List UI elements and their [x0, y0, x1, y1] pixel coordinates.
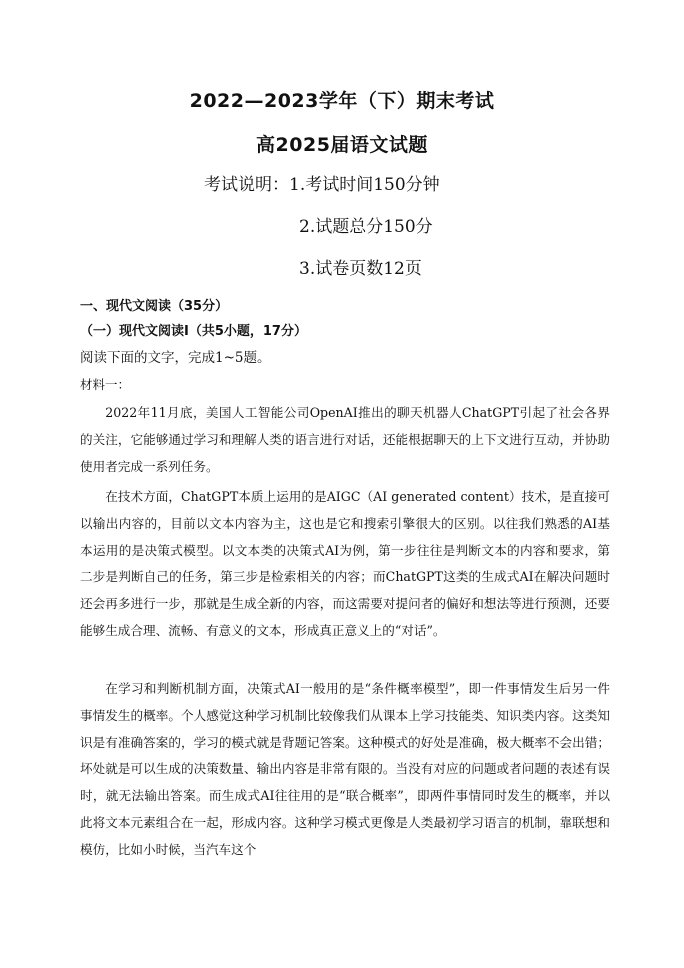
paragraph: 在技术方面，ChatGPT本质上运用的是AIGC（AI generated content）技术，是直接可以输出内容的，目前以文本内容为主，这也是它和搜索引擎很大的区别。以往我们熟悉的AI基本运用的是决策式模型。以文本类的决策式AI为例，第一步往往是判断文本的内容和要求，第二步是判断自己的任务，第三步是检索相关的内容；而ChatGPT这类的生成式AI在解决问题时还会再多进行一步，那就是生成全新的内容，而这需要对提问者的偏好和想法等进行预测，还要能够生成合理、流畅、有意义的文本，形成真正意义上的“对话”。	[80, 489, 610, 638]
material-label: 材料一：	[80, 377, 131, 392]
paragraph: 在学习和判断机制方面，决策式AI一般用的是“条件概率模型”，即一件事情发生后另一件事情发生的概率。个人感觉这种学习机制比较像我们从课本上学习技能类、知识类内容。这类知识是有准确答案的，学习的模式就是背题记答案。这种模式的好处是准确，极大概率不会出错；坏处就是可以生成的决策数量、输出内容是非常有限的。当没有对应的问题或者问题的表述有误时，就无法输出答案。而生成式AI往往用的是“联合概率”，即两件事情同时发生的概率，并以此将文本元素组合在一起，形成内容。这种学习模式更像是人类最初学习语言的机制，靠联想和模仿，比如小时候，当汽车这个	[80, 681, 610, 857]
exam-note-time: 考试说明：1.考试时间150分钟	[204, 175, 440, 195]
reading-instruction: 阅读下面的文字，完成1~5题。	[80, 350, 271, 366]
subsection-heading: （一）现代文阅读Ⅰ（共5小题，17分）	[80, 324, 307, 339]
section-heading: 一、现代文阅读（35分）	[80, 299, 229, 314]
paragraph: 2022年11月底，美国人工智能公司OpenAI推出的聊天机器人ChatGPT引起了社会各界的关注，它能够通过学习和理解人类的语言进行对话，还能根据聊天的上下文进行互动，并协助使用者完成一系列任务。	[80, 405, 610, 474]
exam-note-pages: 3.试卷页数12页	[299, 259, 422, 279]
exam-title: 2022—2023学年（下）期末考试	[189, 90, 495, 112]
exam-note-score: 2.试题总分150分	[299, 217, 433, 237]
exam-subtitle: 高2025届语文试题	[256, 134, 428, 156]
